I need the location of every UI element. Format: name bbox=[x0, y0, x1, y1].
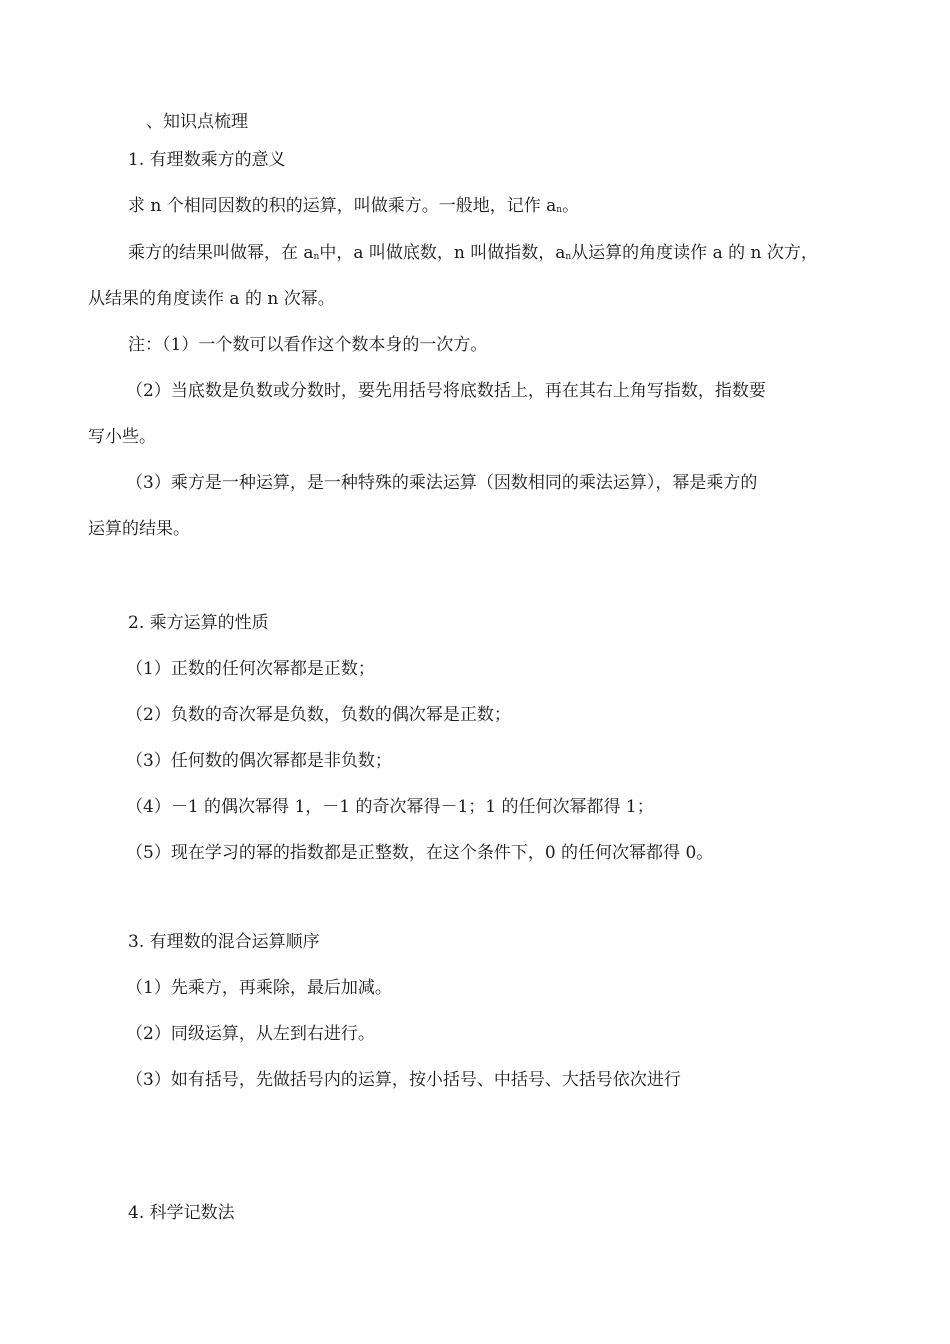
s2-item-2: （2）负数的奇次幂是负数，负数的偶次幂是正数； bbox=[126, 705, 511, 725]
s2-item-1: （1）正数的任何次幂都是正数； bbox=[126, 659, 375, 679]
section-2-title: 2. 乘方运算的性质 bbox=[128, 613, 269, 633]
s3-item-1: （1）先乘方，再乘除，最后加减。 bbox=[126, 978, 392, 998]
s1-note-3-line-2: 运算的结果。 bbox=[88, 519, 190, 539]
s1-note-3-line-1: （3）乘方是一种运算，是一种特殊的乘法运算（因数相同的乘法运算），幂是乘方的 bbox=[126, 473, 758, 493]
section-1-title: 1. 有理数乘方的意义 bbox=[128, 150, 286, 170]
s1-note-1: 注：（1）一个数可以看作这个数本身的一次方。 bbox=[128, 335, 488, 355]
s1-p1-text: 求 n 个相同因数的积的运算，叫做乘方。一般地，记作 a bbox=[128, 196, 557, 216]
s2-item-4: （4）－1 的偶次幂得 1，－1 的奇次幂得－1；1 的任何次幂都得 1； bbox=[126, 797, 654, 817]
s1-p1-end: 。 bbox=[562, 196, 580, 216]
s1-p2-subscript-2: n bbox=[565, 252, 572, 262]
s1-p2-text-a: 乘方的结果叫做幂，在 a bbox=[128, 243, 314, 263]
s2-item-3: （3）任何数的偶次幂都是非负数； bbox=[126, 751, 392, 771]
s3-item-3: （3）如有括号，先做括号内的运算，按小括号、中括号、大括号依次进行 bbox=[126, 1070, 681, 1090]
s1-paragraph-2-line-1 bbox=[128, 241, 818, 269]
section-4-title: 4. 科学记数法 bbox=[128, 1203, 235, 1223]
s3-item-2: （2）同级运算，从左到右进行。 bbox=[126, 1024, 375, 1044]
s2-item-5: （5）现在学习的幂的指数都是正整数，在这个条件下，0 的任何次幂都得 0。 bbox=[126, 843, 714, 863]
s1-p1-subscript: n bbox=[556, 205, 563, 215]
s1-p2-text-c: 从运算的角度读作 a 的 n 次方， bbox=[571, 243, 818, 263]
s1-p2-subscript-1: n bbox=[313, 252, 320, 262]
s1-p2-text-b: 中，a 叫做底数，n 叫做指数，a bbox=[319, 243, 566, 263]
section-heading: 、知识点梳理 bbox=[146, 112, 248, 132]
s1-paragraph-2-line-2: 从结果的角度读作 a 的 n 次幂。 bbox=[88, 289, 335, 309]
s1-note-2-line-1: （2）当底数是负数或分数时，要先用括号将底数括上，再在其右上角写指数，指数要 bbox=[126, 381, 766, 401]
section-3-title: 3. 有理数的混合运算顺序 bbox=[128, 932, 320, 952]
s1-note-2-line-2: 写小些。 bbox=[88, 427, 156, 447]
s1-paragraph-1 bbox=[128, 194, 579, 222]
